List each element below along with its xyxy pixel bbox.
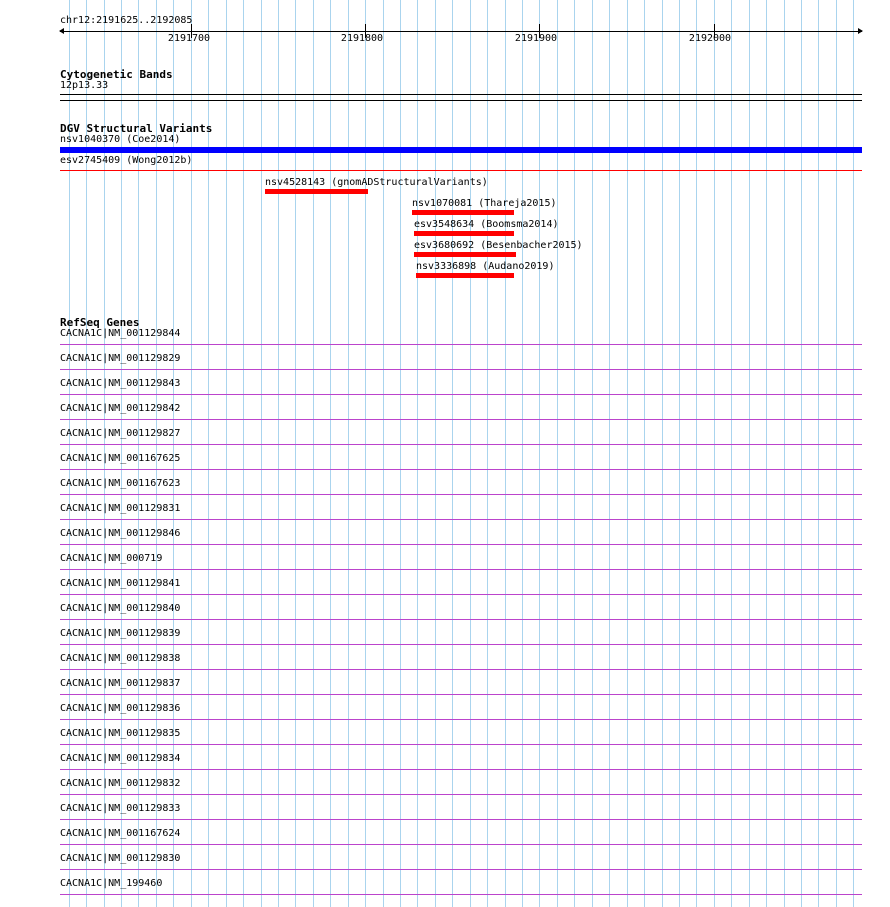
dgv-variant-feature[interactable] <box>60 170 862 171</box>
dgv-variant-feature[interactable] <box>414 231 514 236</box>
refseq-gene-label: CACNA1C|NM_001167625 <box>60 453 181 464</box>
refseq-gene-feature[interactable] <box>60 469 862 470</box>
refseq-gene-feature[interactable] <box>60 694 862 695</box>
refseq-gene-label: CACNA1C|NM_001129829 <box>60 353 181 364</box>
dgv-variant-label: nsv1040370 (Coe2014) <box>60 134 181 145</box>
refseq-gene-label: CACNA1C|NM_001129846 <box>60 528 181 539</box>
refseq-gene-feature[interactable] <box>60 394 862 395</box>
refseq-gene-feature[interactable] <box>60 644 862 645</box>
cytoband-bar-bottom <box>60 100 862 101</box>
dgv-variant-feature[interactable] <box>416 273 514 278</box>
refseq-gene-feature[interactable] <box>60 519 862 520</box>
refseq-gene-label: CACNA1C|NM_001129831 <box>60 503 181 514</box>
ruler-axis <box>60 31 862 32</box>
refseq-gene-label: CACNA1C|NM_001129834 <box>60 753 181 764</box>
dgv-variant-feature[interactable] <box>60 147 862 153</box>
ruler-tick-label: 2191900 <box>514 33 558 44</box>
ruler-tick-label: 2191800 <box>340 33 384 44</box>
dgv-variant-label: nsv4528143 (gnomADStructuralVariants) <box>265 177 488 188</box>
position-label: chr12:2191625..2192085 <box>60 15 193 26</box>
dgv-variant-feature[interactable] <box>265 189 368 194</box>
refseq-gene-feature[interactable] <box>60 769 862 770</box>
dgv-variant-label: esv3680692 (Besenbacher2015) <box>414 240 583 251</box>
refseq-gene-feature[interactable] <box>60 744 862 745</box>
refseq-gene-label: CACNA1C|NM_001167624 <box>60 828 181 839</box>
refseq-gene-feature[interactable] <box>60 869 862 870</box>
refseq-gene-feature[interactable] <box>60 819 862 820</box>
refseq-gene-feature[interactable] <box>60 619 862 620</box>
refseq-gene-label: CACNA1C|NM_001129827 <box>60 428 181 439</box>
ruler-left-arrow <box>59 28 64 34</box>
refseq-gene-label: CACNA1C|NM_001129830 <box>60 853 181 864</box>
refseq-gene-label: CACNA1C|NM_000719 <box>60 553 163 564</box>
refseq-gene-feature[interactable] <box>60 669 862 670</box>
cytoband-bar-top[interactable] <box>60 94 862 95</box>
refseq-gene-label: CACNA1C|NM_199460 <box>60 878 163 889</box>
refseq-gene-label: CACNA1C|NM_001129836 <box>60 703 181 714</box>
refseq-gene-feature[interactable] <box>60 844 862 845</box>
dgv-variant-label: esv2745409 (Wong2012b) <box>60 155 193 166</box>
cytoband-label: 12p13.33 <box>60 80 109 91</box>
refseq-gene-feature[interactable] <box>60 344 862 345</box>
cytoband-track-title[interactable]: Cytogenetic Bands <box>60 68 173 81</box>
refseq-gene-feature[interactable] <box>60 794 862 795</box>
dgv-variant-feature[interactable] <box>414 252 516 257</box>
refseq-gene-feature[interactable] <box>60 544 862 545</box>
refseq-gene-feature[interactable] <box>60 419 862 420</box>
dgv-track-title[interactable]: DGV Structural Variants <box>60 122 213 135</box>
refseq-track-title[interactable]: RefSeq Genes <box>60 316 140 329</box>
refseq-gene-label: CACNA1C|NM_001129839 <box>60 628 181 639</box>
ruler-tick-label: 2191700 <box>167 33 211 44</box>
dgv-variant-label: esv3548634 (Boomsma2014) <box>414 219 559 230</box>
refseq-gene-label: CACNA1C|NM_001129844 <box>60 328 181 339</box>
refseq-gene-label: CACNA1C|NM_001129840 <box>60 603 181 614</box>
ruler-tick-label: 2192000 <box>688 33 732 44</box>
refseq-gene-feature[interactable] <box>60 369 862 370</box>
refseq-gene-label: CACNA1C|NM_001129841 <box>60 578 181 589</box>
refseq-gene-label: CACNA1C|NM_001129843 <box>60 378 181 389</box>
refseq-gene-feature[interactable] <box>60 719 862 720</box>
ruler-right-arrow <box>858 28 863 34</box>
refseq-gene-feature[interactable] <box>60 444 862 445</box>
refseq-gene-feature[interactable] <box>60 894 862 895</box>
refseq-gene-label: CACNA1C|NM_001129838 <box>60 653 181 664</box>
dgv-variant-feature[interactable] <box>412 210 514 215</box>
dgv-variant-label: nsv3336898 (Audano2019) <box>416 261 555 272</box>
refseq-gene-feature[interactable] <box>60 594 862 595</box>
dgv-variant-label: nsv1070081 (Thareja2015) <box>412 198 557 209</box>
refseq-gene-label: CACNA1C|NM_001129837 <box>60 678 181 689</box>
refseq-gene-feature[interactable] <box>60 494 862 495</box>
refseq-gene-label: CACNA1C|NM_001129835 <box>60 728 181 739</box>
refseq-gene-label: CACNA1C|NM_001129833 <box>60 803 181 814</box>
refseq-gene-feature[interactable] <box>60 569 862 570</box>
refseq-gene-label: CACNA1C|NM_001129832 <box>60 778 181 789</box>
refseq-gene-label: CACNA1C|NM_001129842 <box>60 403 181 414</box>
refseq-gene-label: CACNA1C|NM_001167623 <box>60 478 181 489</box>
